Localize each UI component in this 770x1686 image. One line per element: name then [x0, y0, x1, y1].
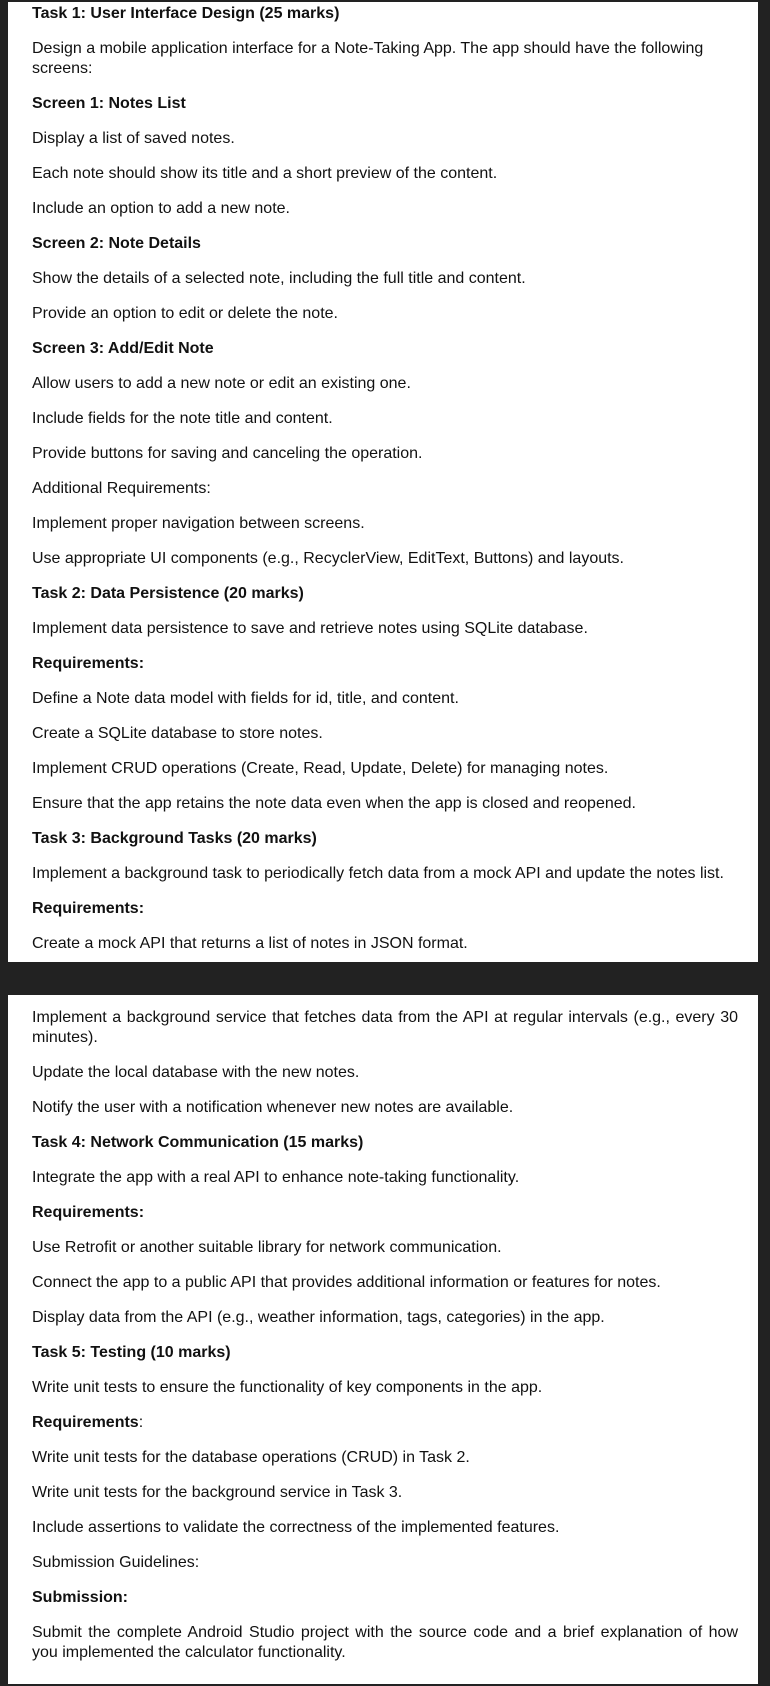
heading-task-4-network-communication-15-marks: Task 4: Network Communication (15 marks)	[32, 1134, 364, 1151]
paragraph-additional-requirements: Additional Requirements:	[32, 480, 211, 497]
heading-task-5-testing-10-marks: Task 5: Testing (10 marks)	[32, 1344, 231, 1361]
heading-task-3-background-tasks-20-marks: Task 3: Background Tasks (20 marks)	[32, 830, 317, 847]
paragraph-implement-a-background-service-that-fetc: Implement a background service that fetches data from the API at regular intervals (e.g., every 30 minutes).	[32, 1009, 738, 1046]
paragraph-rest-part: :	[138, 1414, 144, 1431]
paragraph-write-unit-tests-for-the-background-serv: Write unit tests for the background service in Task 3.	[32, 1484, 403, 1501]
paragraph-create-a-mock-api-that-returns-a-list-of: Create a mock API that returns a list of notes in JSON format.	[32, 935, 468, 952]
paragraph-implement-proper-navigation-between-scre: Implement proper navigation between screens.	[32, 515, 365, 532]
paragraph-use-retrofit-or-another-suitable-library: Use Retrofit or another suitable library for network communication.	[32, 1239, 502, 1256]
paragraph-notify-the-user-with-a-notification-when: Notify the user with a notification whenever new notes are available.	[32, 1099, 514, 1116]
paragraph-design-a-mobile-application-interface-fo: Design a mobile application interface for a Note-Taking App. The app should have the following screens:	[32, 40, 704, 77]
paragraph-implement-crud-operations-create-read-up: Implement CRUD operations (Create, Read, Update, Delete) for managing notes.	[32, 760, 609, 777]
paragraph-include-fields-for-the-note-title-and-co: Include fields for the note title and content.	[32, 410, 333, 427]
paragraph-connect-the-app-to-a-public-api-that-pro: Connect the app to a public API that provides additional information or features for notes.	[32, 1274, 661, 1291]
heading-task-2-data-persistence-20-marks: Task 2: Data Persistence (20 marks)	[32, 585, 304, 602]
paragraph-update-the-local-database-with-the-new-n: Update the local database with the new notes.	[32, 1064, 360, 1081]
heading-requirements: Requirements:	[32, 1204, 145, 1221]
paragraph-implement-a-background-task-to-periodica: Implement a background task to periodically fetch data from a mock API and update the notes list.	[32, 865, 724, 882]
paragraph-provide-an-option-to-edit-or-delete-the-: Provide an option to edit or delete the note.	[32, 305, 338, 322]
document-page-1	[8, 2, 758, 962]
paragraph-requirements	[32, 1413, 738, 1433]
heading-task-1-user-interface-design-25-marks: Task 1: User Interface Design (25 marks)	[32, 5, 340, 22]
paragraph-submit-the-complete-android-studio-proje: Submit the complete Android Studio project with the source code and a brief explanation of how you implemented the calculator functionality.	[32, 1624, 738, 1661]
paragraph-display-a-list-of-saved-notes: Display a list of saved notes.	[32, 130, 235, 147]
paragraph-show-the-details-of-a-selected-note-incl: Show the details of a selected note, including the full title and content.	[32, 270, 526, 287]
paragraph-write-unit-tests-for-the-database-operat: Write unit tests for the database operations (CRUD) in Task 2.	[32, 1449, 470, 1466]
heading-requirements: Requirements:	[32, 900, 145, 917]
heading-screen-3-add-edit-note: Screen 3: Add/Edit Note	[32, 340, 214, 357]
heading-requirements: Requirements:	[32, 655, 145, 672]
paragraph-display-data-from-the-api-e-g-weather-in: Display data from the API (e.g., weather information, tags, categories) in the app.	[32, 1309, 605, 1326]
paragraph-bold-part: Requirements	[32, 1414, 139, 1431]
heading-screen-1-notes-list: Screen 1: Notes List	[32, 95, 186, 112]
paragraph-each-note-should-show-its-title-and-a-sh: Each note should show its title and a short preview of the content.	[32, 165, 498, 182]
paragraph-use-appropriate-ui-components-e-g-recycl: Use appropriate UI components (e.g., RecyclerView, EditText, Buttons) and layouts.	[32, 550, 624, 567]
paragraph-write-unit-tests-to-ensure-the-functiona: Write unit tests to ensure the functionality of key components in the app.	[32, 1379, 543, 1396]
paragraph-provide-buttons-for-saving-and-canceling: Provide buttons for saving and canceling the operation.	[32, 445, 423, 462]
paragraph-create-a-sqlite-database-to-store-notes: Create a SQLite database to store notes.	[32, 725, 323, 742]
paragraph-submission-guidelines: Submission Guidelines:	[32, 1554, 200, 1571]
paragraph-integrate-the-app-with-a-real-api-to-enh: Integrate the app with a real API to enhance note-taking functionality.	[32, 1169, 520, 1186]
paragraph-define-a-note-data-model-with-fields-for: Define a Note data model with fields for id, title, and content.	[32, 690, 459, 707]
heading-screen-2-note-details: Screen 2: Note Details	[32, 235, 201, 252]
document-page-2	[8, 995, 758, 1684]
paragraph-allow-users-to-add-a-new-note-or-edit-an: Allow users to add a new note or edit an existing one.	[32, 375, 411, 392]
paragraph-include-an-option-to-add-a-new-note: Include an option to add a new note.	[32, 200, 290, 217]
heading-submission: Submission:	[32, 1589, 129, 1606]
paragraph-include-assertions-to-validate-the-corre: Include assertions to validate the correctness of the implemented features.	[32, 1519, 560, 1536]
paragraph-implement-data-persistence-to-save-and-r: Implement data persistence to save and retrieve notes using SQLite database.	[32, 620, 588, 637]
paragraph-ensure-that-the-app-retains-the-note-dat: Ensure that the app retains the note data even when the app is closed and reopened.	[32, 795, 636, 812]
